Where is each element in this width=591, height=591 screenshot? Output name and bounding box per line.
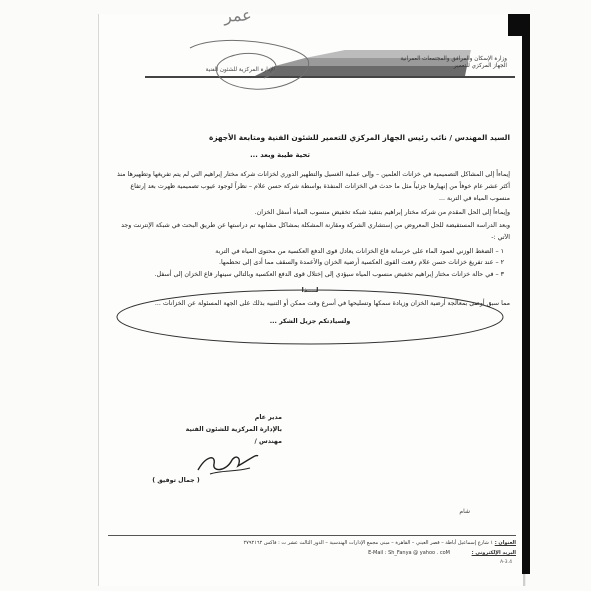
paragraph: إيماءاً إلى المشاكل التصميمية في خزانات العلمين – وإلى عملية الغسيل والتطهير الدوري لخزانات شركة مختار إبراهيم التي لم يتم تفريغها وتطهيرها منذ أكثر عشر عام خوفاً من إنهيارها جزئياً مثل ما حدث في الخزانات المنفذة بواسطة شركة حسن علام – نظراً لوجود عيوب تصميمية ظهرت بعد إرتفاع منسوب المياه في التربة ... bbox=[116, 171, 510, 202]
scan-dark-edge bbox=[522, 14, 530, 574]
address-text: ١ شارع إسماعيل أباظة – قصر العيني – القاهرة – مبنى مجمع الإدارات الهندسية – الدور الثالث عشر ت : فاكس ٢٧٩٢١٦٢ bbox=[243, 540, 494, 546]
list-item: ٣ – في حالة خزانات مختار إبراهيم تخفيض منسوب المياه سيؤدي إلى إختلال قوى الدفع العكسية وبالتالي سينهار قاع الخزان إلى أسفل. bbox=[154, 271, 504, 279]
list-item: ٢ – عند تفريغ خزانات حسن علام رفعت القوى العكسية أرضية الخزان والأعمدة والسقف مما أدى إلى تحطمها. bbox=[218, 259, 504, 267]
department-name: الإدارة المركزية للشئون الفنية bbox=[205, 67, 275, 73]
paragraph: وبعد الدراسة المستفيضة للحل المعروض من إستشاري الشركة ومقارنة المشكلة بمشاكل مشابهة تم دراستها عن طريق البحث في شبكة الإنترنت وجد الآتي :- bbox=[121, 222, 510, 241]
closing-salam: شام bbox=[459, 508, 470, 515]
signer-department: بالإدارة المركزية للشئون الفنية bbox=[185, 426, 282, 433]
therefore-heading: لــــذا bbox=[301, 286, 319, 294]
closing-thanks: ولسيادتكم جزيل الشكر ... bbox=[269, 318, 351, 326]
handwritten-corner-note: عمر bbox=[223, 5, 253, 26]
footer-address bbox=[108, 540, 516, 546]
address-label: العنوان : bbox=[494, 540, 516, 546]
ministry-name bbox=[307, 56, 507, 70]
handwritten-signature-icon bbox=[192, 448, 262, 478]
footer-email bbox=[108, 550, 516, 556]
signer-title: مدير عام bbox=[254, 414, 282, 421]
paragraph: وإيماءاً إلى الحل المقدم من شركة مختار إبراهيم بتنفيذ شبكة تخفيض منسوب المياه أسفل الخزان. bbox=[254, 208, 510, 216]
ministry-line: وزارة الإسكان والمرافق والمجتمعات العمرانية bbox=[400, 56, 507, 62]
addressee: السيد المهندس / نائب رئيس الجهاز المركزي للتعمير للشئون الفنية ومتابعة الأجهزة bbox=[208, 133, 510, 142]
pen-scribble-icon bbox=[180, 38, 320, 98]
ministry-line: الجهاز المركزي للتعمير bbox=[453, 63, 507, 69]
email-address: E-Mail : Sh_Fanya @ yahoo . coM bbox=[368, 550, 450, 556]
conclusion-block bbox=[110, 298, 510, 310]
letter-body bbox=[110, 132, 510, 328]
email-label: البريد الإلكتروني : bbox=[471, 550, 516, 556]
list-item: ١ – الضغط الوزني لعمود الماء على خرسانة قاع الخزانات يعادل قوى الدفع العكسية من محتوى المياه في التربة bbox=[215, 247, 504, 255]
signature-block bbox=[122, 412, 282, 448]
signer-name: ( جمال توفيق ) bbox=[152, 477, 200, 484]
engineer-label: مهندس / bbox=[254, 438, 282, 445]
footer-rule bbox=[108, 535, 516, 536]
greeting: تحية طيبة وبعد ... bbox=[250, 150, 310, 159]
form-code: A-3.4 bbox=[499, 560, 512, 565]
conclusion: مما سبق أوصى بمعالجة أرضية الخزان وزيادة سمكها وتسليحها في أسرع وقت ممكن أو التنبيه بذلك على الجهة المسئولة عن الخزانات ... bbox=[154, 300, 510, 308]
letter-footer bbox=[108, 540, 516, 574]
